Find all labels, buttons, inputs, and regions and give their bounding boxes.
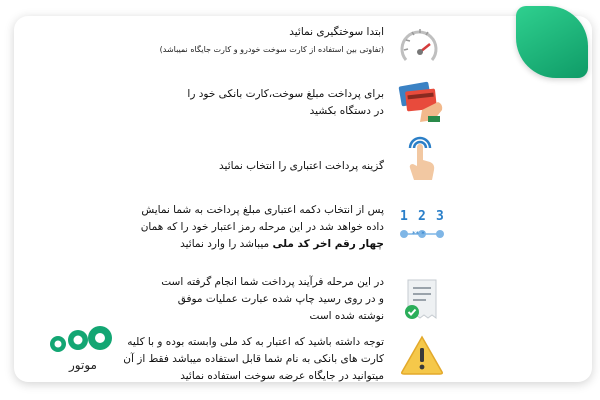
- step-1-line-2: (تفاوتی بین استفاده از کارت سوخت خودرو و کارت جایگاه نمیباشد): [159, 45, 384, 54]
- step-5-line-3: نوشته شده است: [309, 310, 384, 322]
- step-4-text: [44, 202, 384, 253]
- warning-icon: [400, 334, 444, 376]
- svg-text:3: 3: [436, 209, 444, 224]
- brand-logo: [48, 326, 124, 370]
- receipt-check-icon: [402, 278, 442, 324]
- step-4-line-3: [44, 236, 384, 253]
- step-2-text: [44, 86, 384, 120]
- svg-text:** *: ** *: [412, 230, 425, 238]
- step-4-line-1: پس از انتخاب دکمه اعتباری مبلغ پرداخت به شما نمایش: [141, 204, 384, 216]
- step-6-line-3: میتوانید در جایگاه عرضه سوخت استفاده نمائید: [180, 370, 384, 382]
- brand-logo-icon: [48, 326, 124, 356]
- bank-card-hand-icon: [398, 80, 444, 124]
- step-2-line-1: برای پرداخت مبلغ سوخت،کارت بانکی خود را: [187, 88, 384, 100]
- pin-code-icon: [398, 206, 450, 246]
- step-3-text: [44, 158, 384, 175]
- step-5-line-1: در این مرحله فرآیند پرداخت شما انجام گرفته است: [161, 276, 384, 288]
- svg-text:2: 2: [418, 209, 426, 224]
- step-6-line-1: توجه داشته باشید که اعتبار به کد ملی وابسته بوده و با کلیه: [127, 336, 384, 348]
- step-6-line-2: کارت های بانکی به نام شما قابل استفاده میباشد فقط از آن: [123, 353, 384, 365]
- step-5-text: [44, 274, 384, 325]
- fuel-gauge-icon: [398, 20, 440, 66]
- step-1-text: [44, 24, 384, 58]
- step-2-line-2: در دستگاه بکشید: [309, 105, 384, 117]
- step-4-after-bold: میباشد را وارد نمائید: [180, 238, 270, 250]
- step-3-line-1: گزینه پرداخت اعتباری را انتخاب نمائید: [219, 160, 384, 172]
- brand-logo-text: موتور: [69, 358, 97, 372]
- step-4-bold-text: چهار رقم اخر کد ملی: [272, 238, 384, 250]
- step-5-line-2: و در روی رسید چاپ شده عبارت عملیات موفق: [177, 293, 384, 305]
- touch-finger-icon: [400, 134, 440, 184]
- step-4-line-2: داده خواهد شد در این مرحله رمز اعتبار خود را که همان: [140, 221, 384, 233]
- step-1-line-1: ابتدا سوختگیری نمائید: [289, 26, 384, 38]
- svg-text:1: 1: [400, 209, 408, 224]
